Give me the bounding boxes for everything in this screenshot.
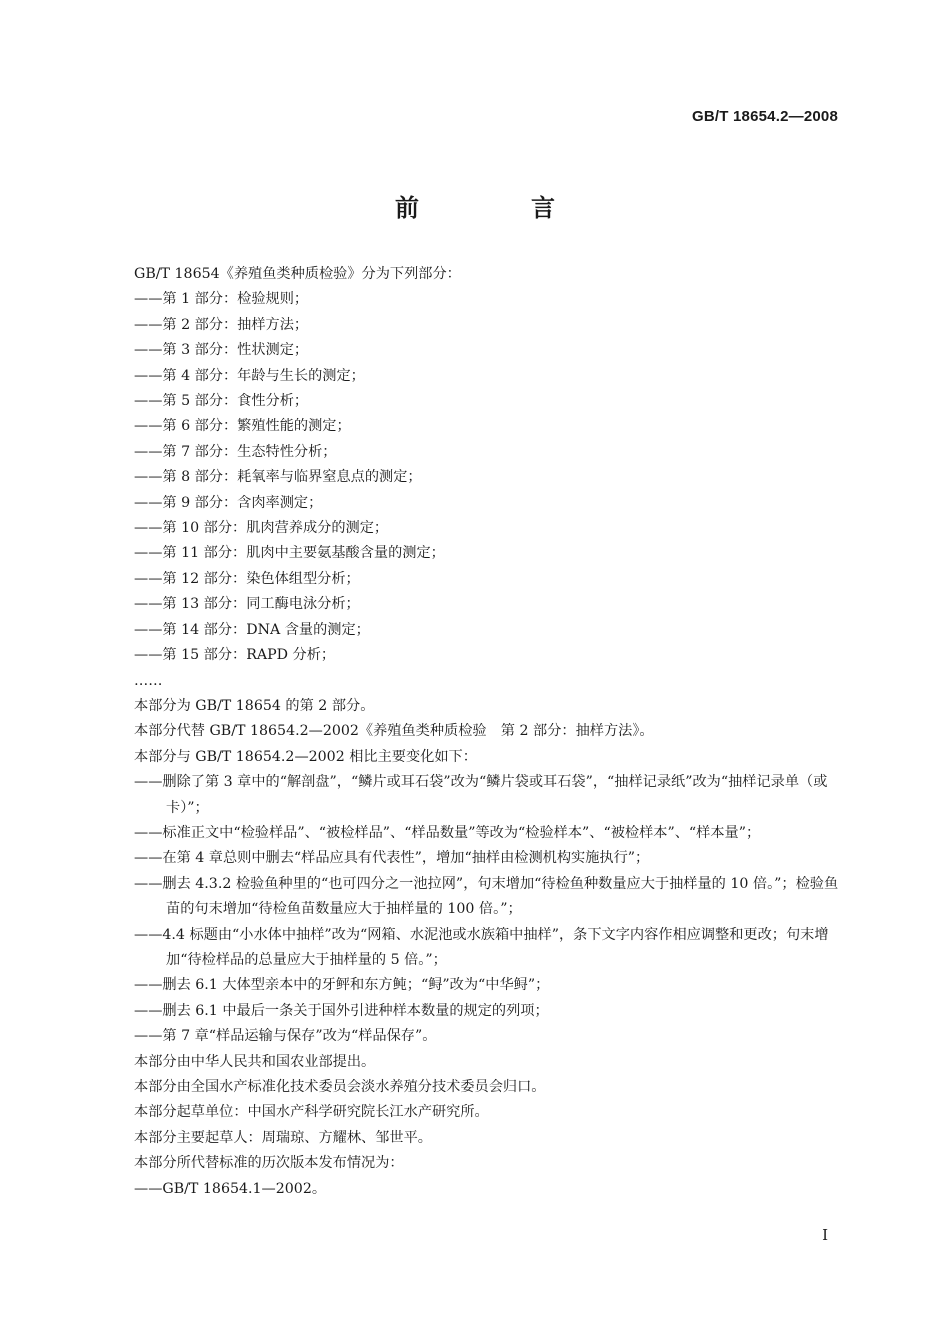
paragraph: 本部分代替 GB/T 18654.2—2002《养殖鱼类种质检验 第 2 部分：抽样方法》。: [134, 723, 654, 740]
document-body: [134, 262, 844, 1202]
change-item: ——4.4 标题由“小水体中抽样”改为“网箱、水泥池或水族箱中抽样”，条下文字内容作相应调整和更改；句末增加“待检样品的总量应大于抽样量的 5 倍。”；: [134, 926, 829, 968]
list-item: ——第 7 部分：生态特性分析；: [134, 443, 337, 460]
paragraph: 本部分所代替标准的历次版本发布情况为：: [134, 1155, 404, 1172]
list-item: ——第 9 部分：含肉率测定；: [134, 494, 323, 511]
paragraph: 本部分由全国水产标准化技术委员会淡水养殖分技术委员会归口。: [134, 1079, 546, 1095]
paragraph: 本部分由中华人民共和国农业部提出。: [134, 1053, 376, 1070]
list-item: ——第 12 部分：染色体组型分析；: [134, 570, 360, 587]
list-item: ——第 2 部分：抽样方法；: [134, 316, 309, 333]
list-item: ——第 14 部分：DNA 含量的测定；: [134, 621, 370, 638]
paragraph: 本部分与 GB/T 18654.2—2002 相比主要变化如下：: [134, 748, 477, 765]
paragraph: 本部分起草单位：中国水产科学研究院长江水产研究所。: [134, 1104, 489, 1121]
list-item: ——第 10 部分：肌肉营养成分的测定；: [134, 520, 389, 537]
page-title: 前 言: [395, 193, 599, 222]
list-item: ——第 4 部分：年龄与生长的测定；: [134, 367, 365, 384]
paragraph: 本部分主要起草人：周瑞琼、方耀林、邹世平。: [134, 1129, 432, 1146]
list-item: ——第 8 部分：耗氧率与临界窒息点的测定；: [134, 469, 422, 486]
list-item: ——第 1 部分：检验规则；: [134, 291, 309, 308]
list-item: ——第 5 部分：食性分析；: [134, 393, 309, 410]
list-item: ——第 11 部分：肌肉中主要氨基酸含量的测定；: [134, 545, 445, 562]
change-item: ——删去 6.1 中最后一条关于国外引进种样本数量的规定的列项；: [134, 1002, 549, 1019]
list-item: ——第 3 部分：性状测定；: [134, 342, 309, 359]
list-item: ——第 15 部分：RAPD 分析；: [134, 647, 336, 664]
change-item: ——标准正文中“检验样品”、“被检样品”、“样品数量”等改为“检验样本”、“被检样本”、“样本量”；: [134, 824, 761, 841]
standard-code: GB/T 18654.2—2008: [692, 108, 838, 125]
change-item: ——在第 4 章总则中删去“样品应具有代表性”，增加“抽样由检测机构实施执行”；: [134, 850, 650, 867]
list-item: ——第 6 部分：繁殖性能的测定；: [134, 418, 351, 435]
change-item: ——第 7 章“样品运输与保存”改为“样品保存”。: [134, 1028, 437, 1045]
list-item: ——第 13 部分：同工酶电泳分析；: [134, 596, 360, 613]
list-item: ——GB/T 18654.1—2002。: [134, 1180, 327, 1197]
ellipsis: ……: [134, 672, 163, 689]
change-item: ——删除了第 3 章中的“解剖盘”，“鳞片或耳石袋”改为“鳞片袋或耳石袋”，“抽样记录纸”改为“抽样记录单（或卡）”；: [134, 774, 828, 816]
paragraph: 本部分为 GB/T 18654 的第 2 部分。: [134, 697, 375, 714]
paragraph: GB/T 18654《养殖鱼类种质检验》分为下列部分：: [134, 266, 461, 282]
change-item: ——删去 4.3.2 检验鱼种里的“也可四分之一池拉网”，句末增加“待检鱼种数量应大于抽样量的 10 倍。”；检验鱼苗的句末增加“待检鱼苗数量应大于抽样量的 100 倍。”；: [134, 875, 839, 918]
page-number: I: [822, 1226, 828, 1244]
change-item: ——删去 6.1 大体型亲本中的牙鲆和东方鲀；“鲟”改为“中华鲟”；: [134, 977, 550, 994]
